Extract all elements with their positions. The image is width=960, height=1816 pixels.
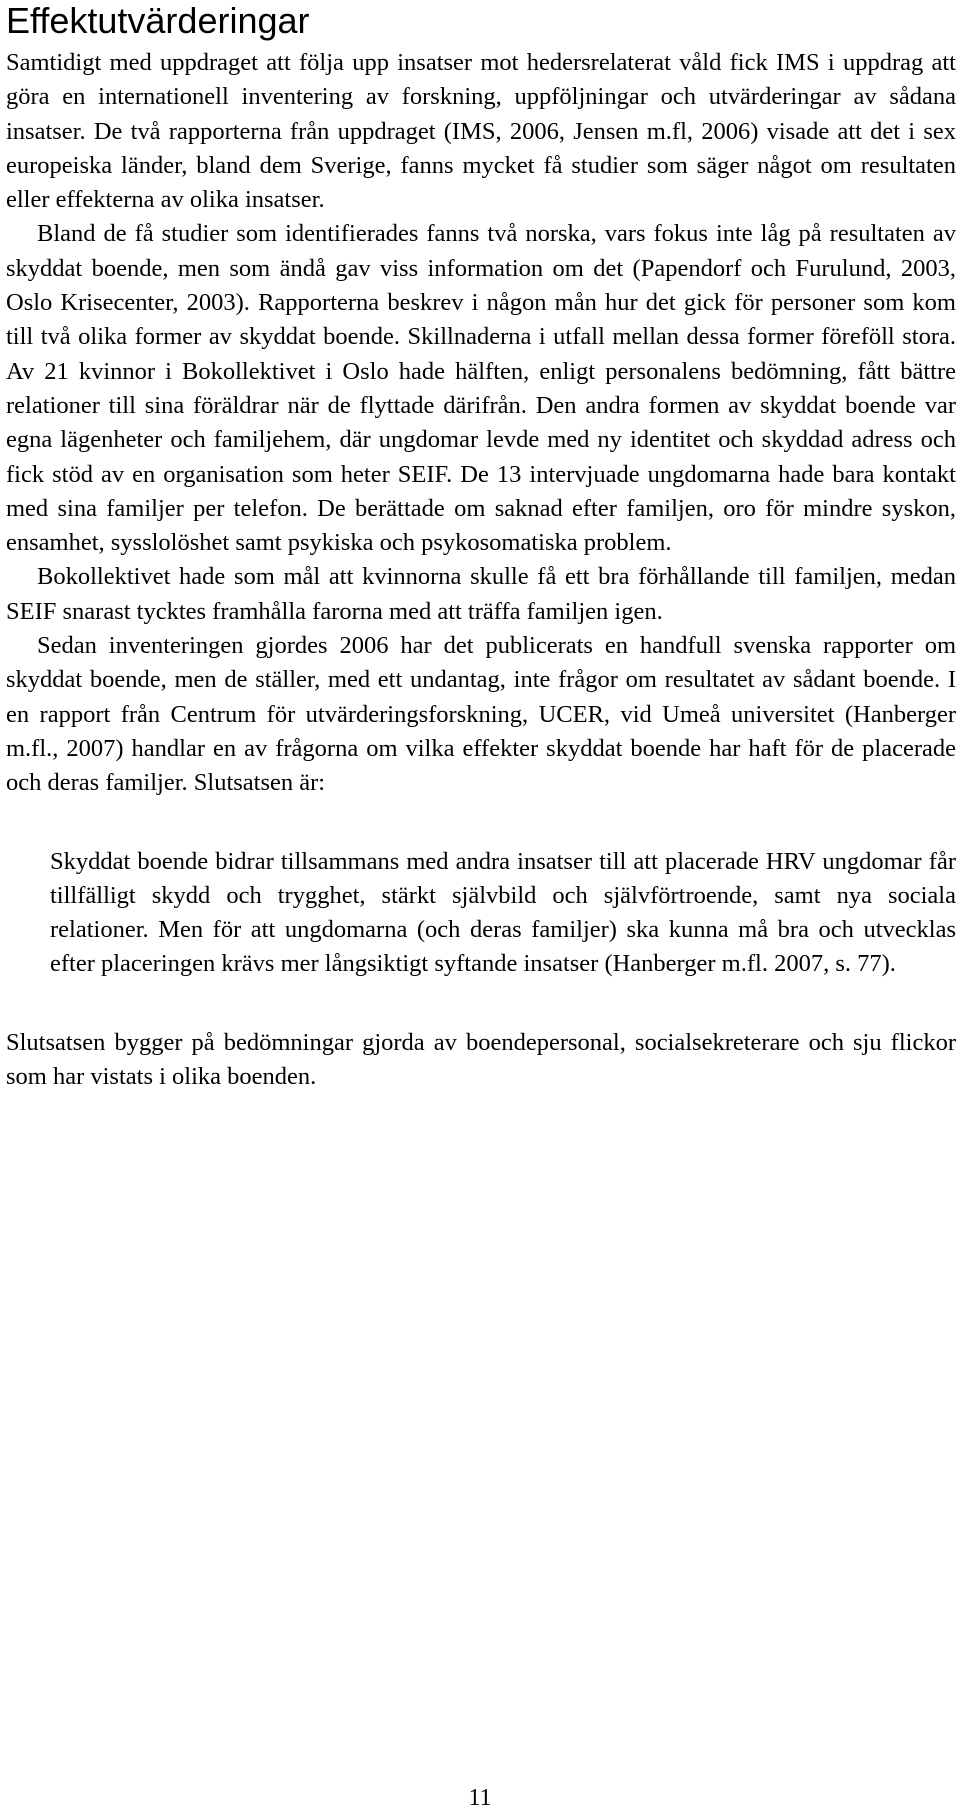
paragraph-1: Samtidigt med uppdraget att följa upp insatser mot hedersrelaterat våld fick IMS i uppdrag att göra en internationell inventering av forskning, uppföljningar och utvärderingar av sådana insatser. De två rapporterna från uppdraget (IMS, 2006, Jensen m.fl, 2006) visade att det i sex europeiska länder, bland dem Sverige, fanns mycket få studier som säger något om resultaten eller effekterna av olika insatser. — [6, 49, 956, 214]
paragraph-2: Bland de få studier som identifierades fanns två norska, vars fokus inte låg på resultaten av skyddat boende, men som ändå gav viss information om det (Papendorf och Furulund, 2003, Oslo Krisecenter, 2003). Rapporterna beskrev i någon mån hur det gick för personer som kom till två olika former av skyddat boende. Skillnaderna i utfall mellan dessa former föreföll stora. Av 21 kvinnor i Bokollektivet i Oslo hade hälften, enligt personalens bedömning, fått bättre relationer till sina föräldrar när de flyttade därifrån. Den andra formen av skyddat boende var egna lägenheter och familjehem, där ungdomar levde med ny identitet och skyddad adress och fick stöd av en organisation som heter SEIF. De 13 intervjuade ungdomarna hade bara kontakt med sina familjer per telefon. De berättade om saknad efter familjen, oro för mindre syskon, ensamhet, sysslolöshet samt psykiska och psykosomatiska problem. — [6, 220, 956, 557]
block-quote: Skyddat boende bidrar tillsammans med andra insatser till att placerade HRV ungdomar får tillfälligt skydd och trygghet, stärkt självbild och självförtroende, samt nya sociala relationer. Men för att ungdomarna (och deras familjer) ska kunna må bra och utvecklas efter placeringen krävs mer långsiktigt syftande insatser (Hanberger m.fl. 2007, s. 77). — [50, 847, 956, 978]
closing-paragraph: Slutsatsen bygger på bedömningar gjorda av boendepersonal, socialsekreterare och sju flickor som har vistats i olika boenden. — [6, 1028, 956, 1091]
page-number: 11 — [468, 1785, 492, 1811]
section-heading: Effektutvärderingar — [6, 0, 310, 41]
paragraph-4: Sedan inventeringen gjordes 2006 har det publicerats en handfull svenska rapporter om skyddat boende, men de ställer, med ett undantag, inte frågor om resultatet av sådant boende. I en rapport från Centrum för utvärderingsforskning, UCER, vid Umeå universitet (Hanberger m.fl., 2007) handlar en av frågorna om vilka effekter skyddat boende har haft för de placerade och deras familjer. Slutsatsen är: — [6, 632, 956, 797]
paragraph-3: Bokollektivet hade som mål att kvinnorna skulle få ett bra förhållande till familjen, medan SEIF snarast tycktes framhålla farorna med att träffa familjen igen. — [6, 563, 956, 625]
body-text — [6, 46, 956, 1094]
